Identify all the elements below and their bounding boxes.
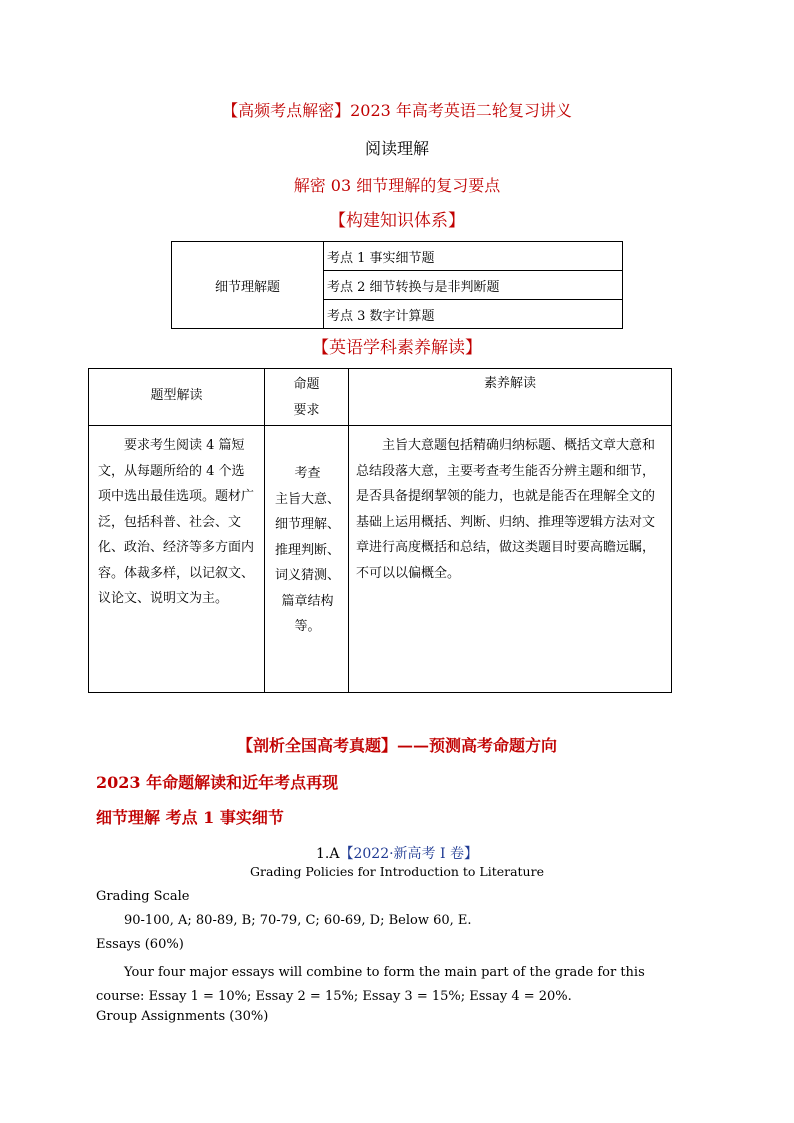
requirements-text (266, 427, 347, 640)
topic-title: 解密 03 细节理解的复习要点 (293, 176, 501, 195)
doc-subtitle: 阅读理解 (364, 139, 429, 158)
literacy-table (88, 368, 672, 693)
essays-text: Your four major essays will combine to form the main part of the grade for this course: Essay 1 = 10%; Essay 2 = 15%; Essay 3 = 15%; Essay 4 = 20%. (96, 965, 645, 1004)
requirement-line: 推理判断、 (274, 542, 340, 558)
grading-scale-label: Grading Scale (96, 889, 190, 904)
essays-label: Essays (60%) (96, 937, 184, 952)
requirement-line: 考查 (294, 466, 321, 481)
question-type-text: 要求考生阅读 4 篇短文，从每题所给的 4 个选项中选出最佳选项。题材广泛，包括科普、社会、文化、政治、经济等多方面内容。体裁多样，以记叙文、议论文、说明文为主。 (98, 438, 255, 606)
knowledge-item: 考点 1 事实细节题 (324, 242, 623, 271)
title-bracket: 【高频考点解密】 (222, 101, 351, 120)
requirement-line: 主旨大意、 (274, 491, 340, 507)
group-label: Group Assignments (30%) (96, 1009, 269, 1024)
analysis-point: 细节理解 考点 1 事实细节 (96, 808, 284, 827)
passage-title: Grading Policies for Introduction to Literature (249, 864, 544, 879)
analysis-heading: 【剖析全国高考真题】——预测高考命题方向 (236, 736, 557, 755)
title-text: 2023 年高考英语二轮复习讲义 (350, 101, 572, 120)
literacy-text: 主旨大意题包括精确归纳标题、概括文章大意和总结段落大意，主要考查考生能否分辨主题和细节，是否具备提纲挈领的能力，也就是能否在理解全文的基础上运用概括、判断、归纳、推理等逻辑方法对文章进行高度概括和总结，做这类题目时要高瞻远瞩，不可以以偏概全。 (356, 438, 656, 581)
knowledge-left-label: 细节理解题 (172, 242, 324, 329)
doc-title (0, 98, 794, 121)
header-cell (266, 370, 347, 424)
requirement-line: 细节理解、 (274, 517, 340, 532)
header-line: 命题 (293, 377, 320, 392)
requirement-line: 等。 (294, 619, 321, 634)
analysis-2023: 2023 年命题解读和近年考点再现 (96, 773, 339, 792)
requirement-line: 篇章结构 (281, 593, 334, 609)
grading-scale-text: 90-100, A; 80-89, B; 70-79, C; 60-69, D; Below 60, E. (124, 913, 472, 928)
literacy-heading: 【英语学科素养解读】 (312, 338, 482, 358)
header-cell: 素养解读 (483, 376, 536, 391)
header-cell: 题型解读 (150, 388, 203, 403)
question-source: 【2022·新高考 I 卷】 (339, 846, 478, 862)
knowledge-heading: 【构建知识体系】 (329, 211, 465, 231)
knowledge-item: 考点 3 数字计算题 (324, 300, 623, 329)
question-number: 1.A (316, 846, 340, 862)
knowledge-table (171, 241, 623, 329)
requirement-line: 词义猜测、 (274, 568, 340, 583)
knowledge-item: 考点 2 细节转换与是非判断题 (324, 271, 623, 300)
question-heading (0, 843, 794, 863)
header-line: 要求 (293, 403, 320, 418)
